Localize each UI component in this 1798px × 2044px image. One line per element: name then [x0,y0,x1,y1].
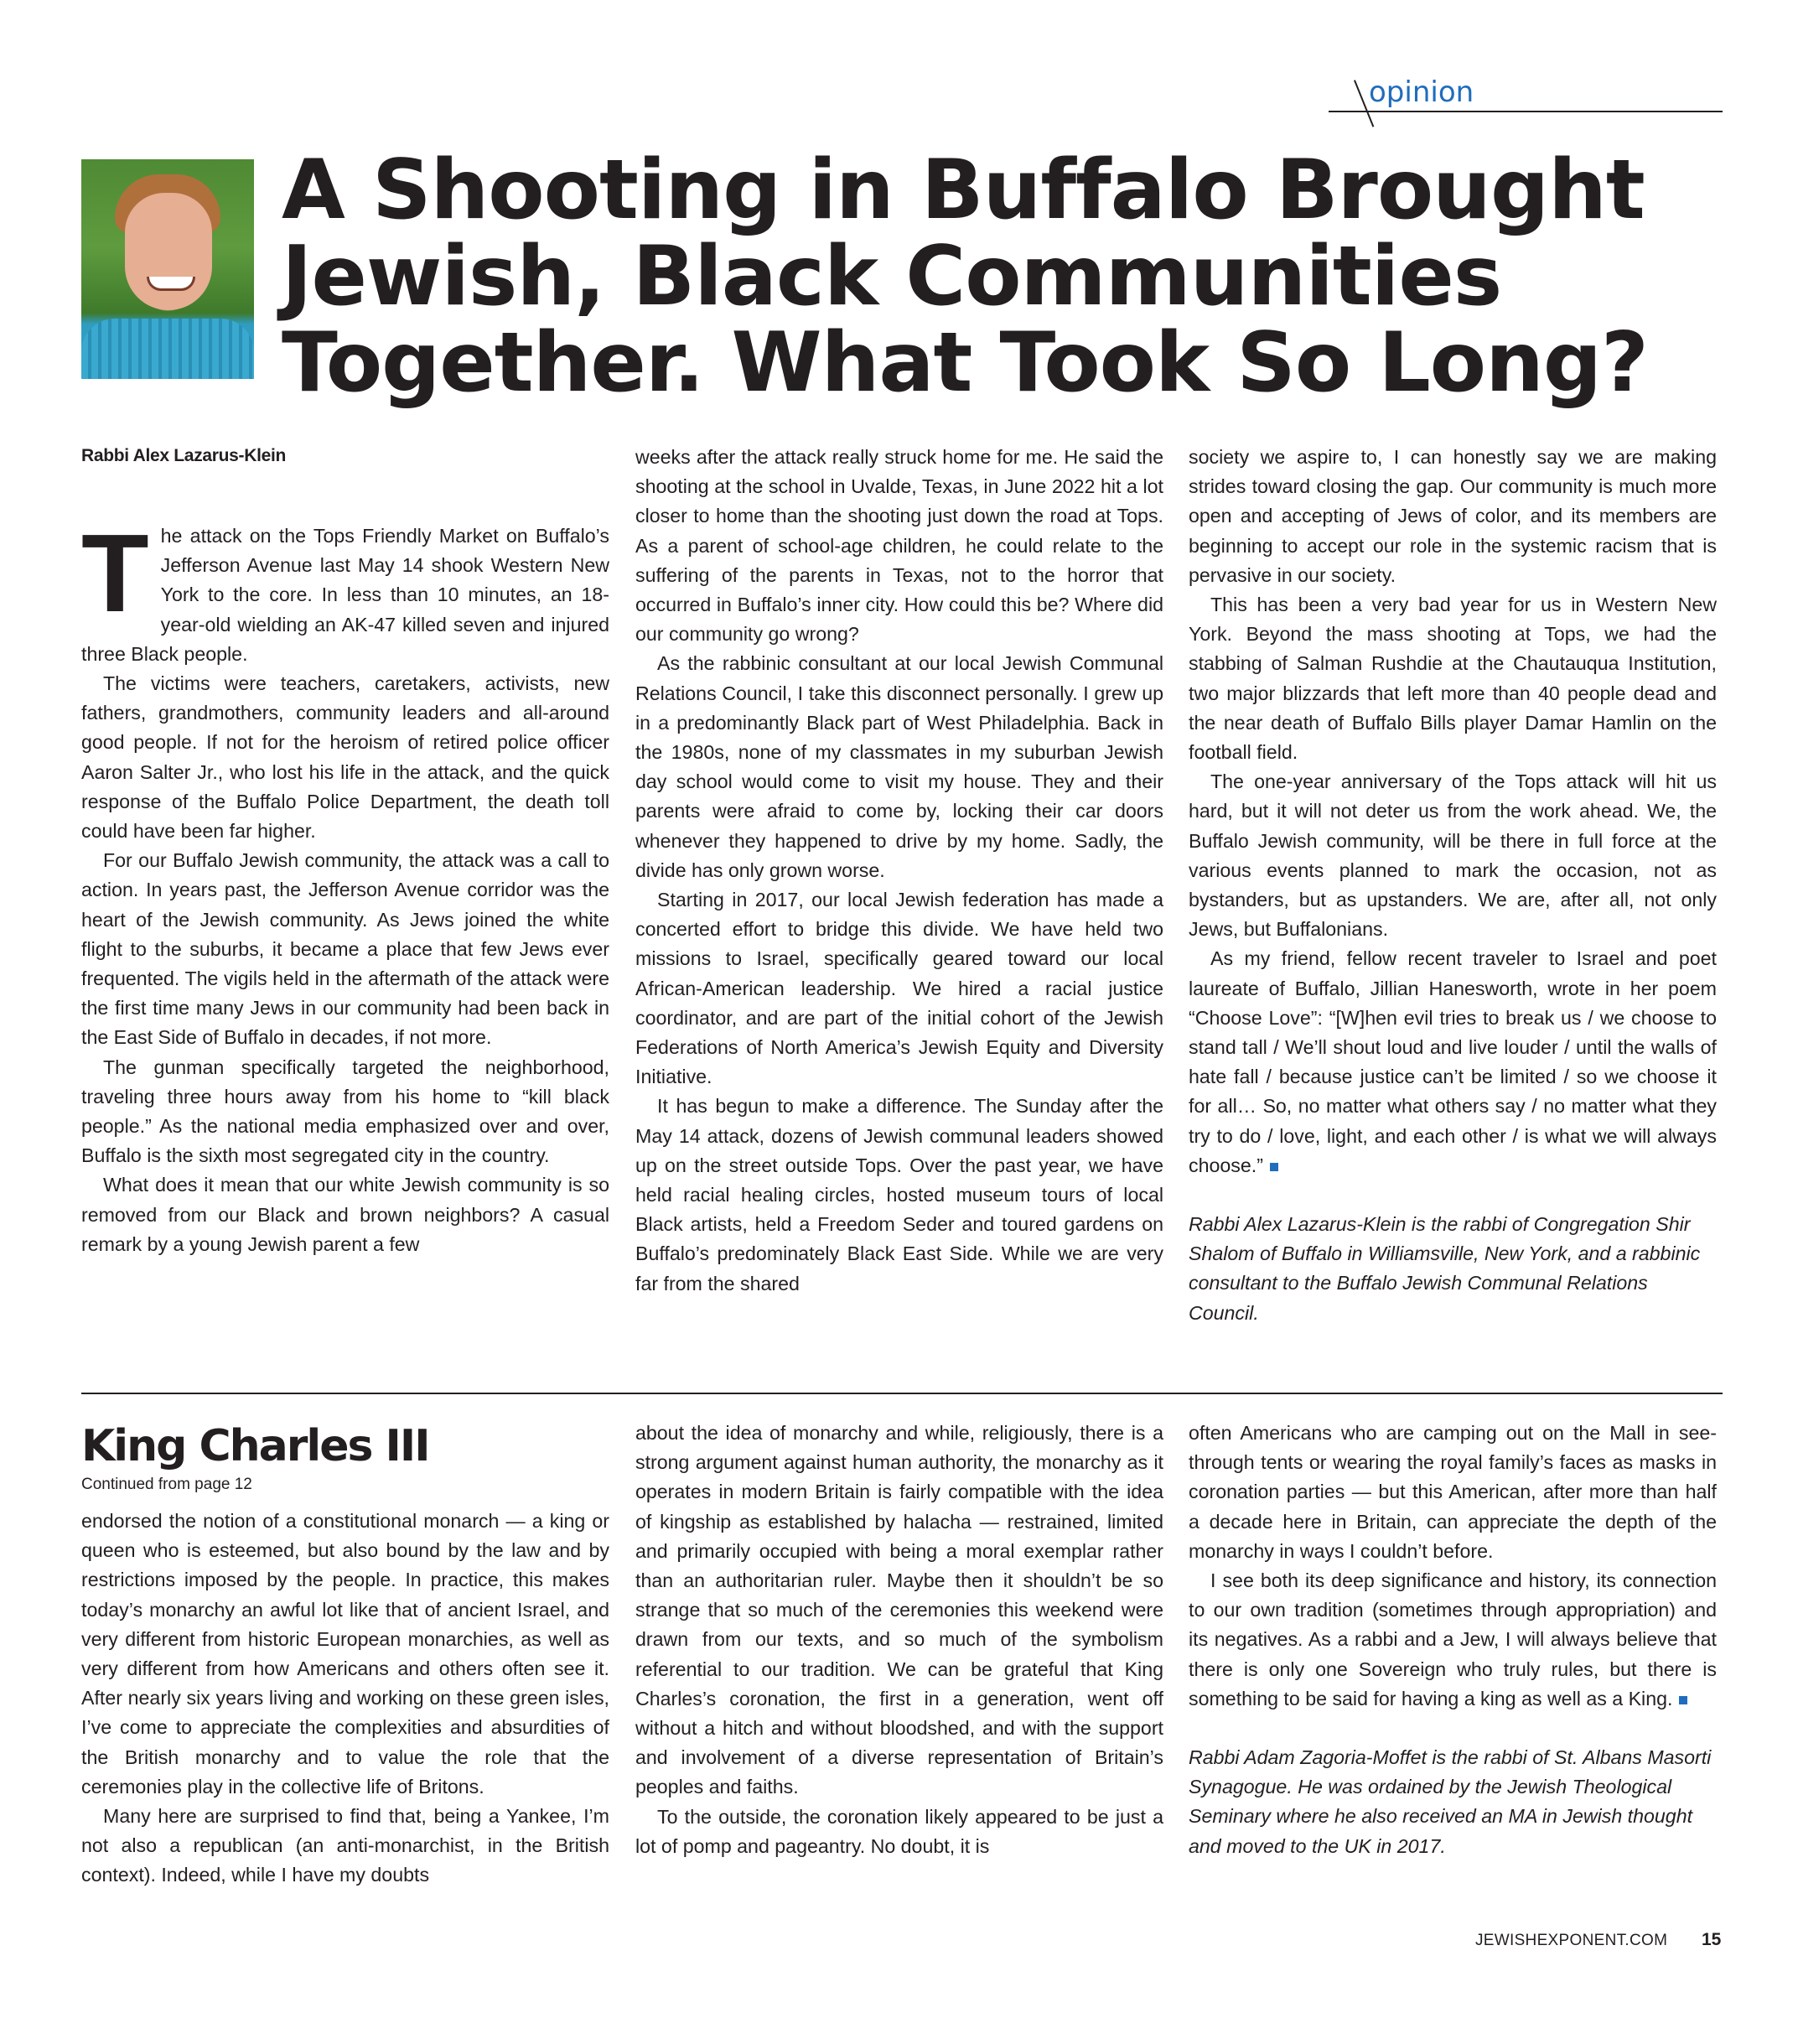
photo-smile [147,277,195,291]
end-mark-icon [1270,1163,1278,1171]
paragraph: often Americans who are camping out on the Mall in see-through tents or wearing the royal family’s faces as masks in coronation parties — but this American, after more than half a decade here in Britain, can appreciate the depth of the monarchy in ways I couldn’t before. [1189,1422,1717,1562]
article-byline: Rabbi Alex Lazarus-Klein [81,446,287,465]
paragraph: The gunman specifically targeted the neighborhood, traveling three hours away from his home to “kill black people.” As the national media emphasized over and over, Buffalo is the sixth most segregated city in the country. [81,1056,609,1167]
photo-face [125,193,212,310]
paragraph: endorsed the notion of a constitutional monarch — a king or queen who is esteemed, but also bound by the law and by restrictions imposed by the people. In practice, this makes today’s monarchy an awful lot like that of ancient Israel, and very different from historic European monarchies, as well as very different from how Americans and others often see it. After nearly six years living and working on these green isles, I’ve come to appreciate the complexities and absurdities of the British monarchy and to value the role that the ceremonies play in the collective life of Britons. [81,1510,609,1798]
article2-title: King Charles III [81,1421,429,1471]
paragraph: weeks after the attack really struck home for me. He said the shooting at the school in Uvalde, Texas, in June 2022 hit a lot closer to home than the shooting just down the road at Tops. As a parent of school-age children, he could relate to the suffering of the parents in Texas, not to the horror that occurred in Buffalo’s inner city. How could this be? Where did our community go wrong? [635,446,1163,646]
paragraph: Many here are surprised to find that, being a Yankee, I’m not also a republican (an anti-monarchist, in the British context). Indeed, while I have my doubts [81,1805,609,1886]
article1-column-3 [1189,443,1717,1328]
article1-column-2 [635,443,1163,1299]
paragraph: To the outside, the coronation likely appeared to be just a lot of pomp and pageantry. No doubt, it is [635,1805,1163,1857]
paragraph: The victims were teachers, caretakers, activists, new fathers, grandmothers, community leaders and all-around good people. If not for the heroism of retired police officer Aaron Salter Jr., who lost his life in the attack, and the quick response of the Buffalo Police Department, the death toll could have been far higher. [81,672,609,843]
paragraph: The one-year anniversary of the Tops attack will hit us hard, but it will not deter us from the work ahead. We, the Buffalo Jewish community, will be there in full force at the various events planned to mark the occasion, not as bystanders, but as upstanders. We are, after all, not only Jews, but Buffalonians. [1189,770,1717,941]
paragraph-text: As my friend, fellow recent traveler to Israel and poet laureate of Buffalo, Jillian Hanesworth, wrote in her poem “Choose Love”: “[W]hen evil tries to break us / we choose to stand tall / We’ll shout loud and live louder / until the walls of hate fall / because justice can’t be limited / so we choose it for all… So, no matter what others say / no matter what they try to do / love, light, and each other / is what we will always choose.” [1189,947,1717,1176]
article2-column-2 [635,1419,1163,1861]
paragraph: This has been a very bad year for us in Western New York. Beyond the mass shooting at Tops, we had the stabbing of Salman Rushdie at the Chautauqua Institution, two major blizzards that left more than 40 people dead and the near death of Buffalo Bills player Damar Hamlin on the football field. [1189,594,1717,764]
paragraph: It has begun to make a difference. The Sunday after the May 14 attack, dozens of Jewish communal leaders showed up on the street outside Tops. Over the past year, we have held racial healing circles, hosted museum tours of local Black artists, held a Freedom Seder and toured gardens on Buffalo’s predominately Black East Side. While we are very far from the shared [635,1095,1163,1294]
article2-column-3 [1189,1419,1717,1861]
page-number: 15 [1702,1930,1722,1949]
paragraph: What does it mean that our white Jewish community is so removed from our Black and brown neighbors? A casual remark by a young Jewish parent a few [81,1174,609,1255]
paragraph: Starting in 2017, our local Jewish federation has made a concerted effort to bridge this divide. We have held two missions to Israel, specifically geared toward our local African-American leadership. We hired a racial justice coordinator, and are part of the initial cohort of the Jewish Federations of North America’s Jewish Equity and Diversity Initiative. [635,889,1163,1088]
author-tagline: Rabbi Adam Zagoria-Moffet is the rabbi of St. Albans Masorti Synagogue. He was ordained by the Jewish Theological Seminary where he also received an MA in Jewish thought and moved to the UK in 2017. [1189,1746,1712,1857]
article1-column-1 [81,511,609,1259]
photo-shirt [81,319,254,379]
section-rule [1329,111,1723,112]
section-tag [1329,74,1723,124]
paragraph: For our Buffalo Jewish community, the attack was a call to action. In years past, the Jefferson Avenue corridor was the heart of the Jewish community. As Jews joined the white flight to the suburbs, it became a place that few Jews ever frequented. The vigils held in the aftermath of the attack were the first time many Jews in our community had been back in the East Side of Buffalo in decades, if not more. [81,849,609,1049]
paragraph-text: I see both its deep significance and history, its connection to our own tradition (sometimes through appropriation) and its negatives. As a rabbi and a Jew, I will always believe that there is only one Sovereign who truly rules, but there is something to be said for having a king as well as a King. [1189,1569,1717,1709]
section-divider [81,1393,1723,1394]
author-tagline: Rabbi Alex Lazarus-Klein is the rabbi of Congregation Shir Shalom of Buffalo in Williamsville, New York, and a rabbinic consultant to the Buffalo Jewish Communal Relations Council. [1189,1213,1701,1324]
continued-from[interactable]: Continued from page 12 [81,1476,252,1493]
paragraph [1189,1566,1717,1714]
paragraph: about the idea of monarchy and while, religiously, there is a strong argument against human authority, the monarchy as it operates in modern Britain is fairly compatible with the idea of kingship as established by halacha — restrained, limited and primarily occupied with being a moral exemplar rather than an authoritarian ruler. Maybe then it shouldn’t be so strange that so much of the ceremonies this weekend were drawn from our texts, and so much of the symbolism referential to our tradition. We can be grateful that King Charles’s coronation, the first in a generation, went off without a hitch and without bloodshed, and with the support and involvement of a diverse representation of Britain’s peoples and faiths. [635,1422,1163,1798]
paragraph [81,511,609,669]
section-label[interactable]: opinion [1369,75,1474,109]
author-photo [81,159,254,379]
paragraph-text: he attack on the Tops Friendly Market on Buffalo’s Jefferson Avenue last May 14 shook Western New York to the core. In less than 10 minutes, an 18-year-old wielding an AK-47 killed seven and injured three Black people. [81,525,609,665]
end-mark-icon [1679,1696,1687,1704]
drop-cap: T [81,511,149,635]
paragraph [1189,944,1717,1180]
paragraph: society we aspire to, I can honestly say we are making strides toward closing the gap. Our community is much more open and accepting of Jews of color, and its members are beginning to accept our role in the systemic racism that is pervasive in our society. [1189,446,1717,586]
article-headline: A Shooting in Buffalo Brought Jewish, Black Communities Together. What Took So Long? [282,143,1648,411]
paragraph: As the rabbinic consultant at our local Jewish Communal Relations Council, I take this disconnect personally. I grew up in a predominantly Black part of West Philadelphia. Back in the 1980s, none of my classmates in my suburban Jewish day school would come to visit my house. They and their parents were afraid to come by, locking their car doors whenever they happened to drive by my home. Sadly, the divide has only grown worse. [635,652,1163,881]
article2-column-1 [81,1507,609,1891]
footer-site[interactable]: JEWISHEXPONENT.COM [1475,1932,1668,1949]
